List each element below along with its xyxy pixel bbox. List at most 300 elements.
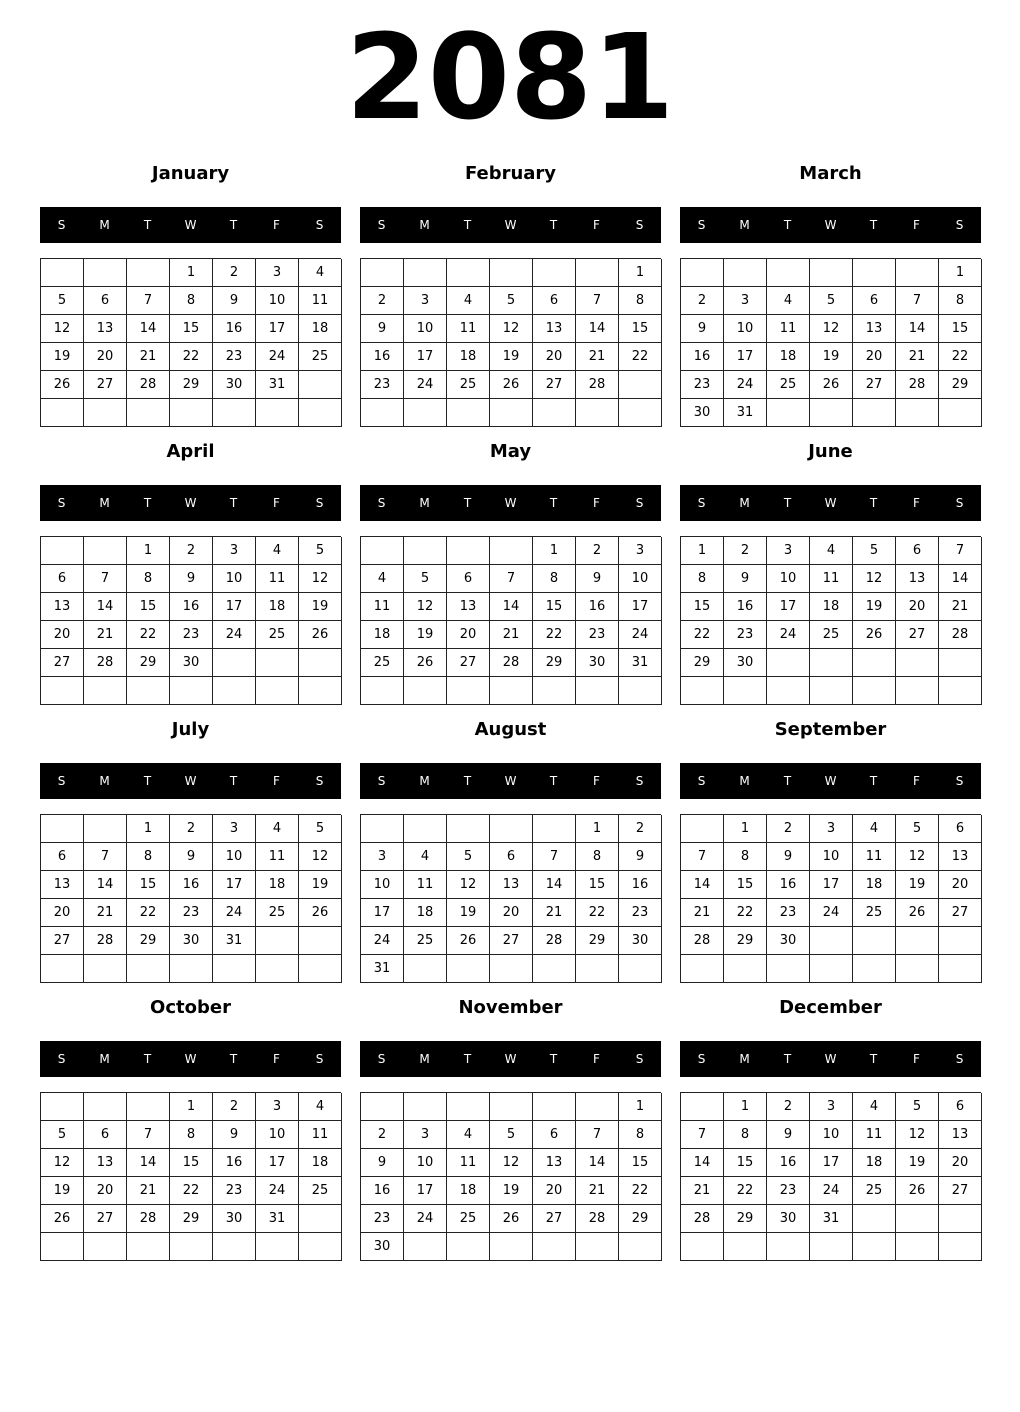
day-cell: [767, 259, 810, 287]
month-name: December: [779, 997, 882, 1018]
day-cell: 9: [576, 565, 619, 593]
day-cell: 2: [170, 815, 213, 843]
day-cell: 24: [213, 899, 256, 927]
day-cell: 8: [724, 1121, 767, 1149]
day-cell: [404, 955, 447, 983]
day-cell: 17: [404, 1177, 447, 1205]
day-cell: 8: [939, 287, 982, 315]
weekday-label: S: [635, 218, 644, 232]
day-cell: 15: [576, 871, 619, 899]
day-cell: 12: [810, 315, 853, 343]
day-cell: [447, 1233, 490, 1261]
day-cell: [810, 259, 853, 287]
day-cell: 25: [299, 343, 342, 371]
day-cell: 13: [896, 565, 939, 593]
weekday-label: S: [377, 218, 386, 232]
day-cell: [533, 955, 576, 983]
day-cell: [84, 677, 127, 705]
day-cell: 10: [213, 565, 256, 593]
day-cell: 17: [619, 593, 662, 621]
day-cell: [853, 649, 896, 677]
day-cell: 25: [299, 1177, 342, 1205]
day-cell: [939, 1233, 982, 1261]
day-cell: 21: [127, 343, 170, 371]
day-cell: 21: [84, 621, 127, 649]
weekday-label: F: [913, 774, 920, 788]
day-cell: 15: [170, 315, 213, 343]
day-cell: 29: [127, 927, 170, 955]
month-name: May: [489, 441, 532, 462]
day-cell: 25: [853, 899, 896, 927]
day-cell: 5: [41, 287, 84, 315]
day-cell: [404, 537, 447, 565]
day-cell: 1: [533, 537, 576, 565]
weekday-label: S: [697, 1052, 706, 1066]
day-cell: 25: [404, 927, 447, 955]
weekday-label: T: [783, 1052, 792, 1066]
day-cell: 14: [576, 1149, 619, 1177]
day-cell: [213, 649, 256, 677]
day-cell: 18: [299, 1149, 342, 1177]
day-cell: 20: [853, 343, 896, 371]
day-cell: 8: [576, 843, 619, 871]
day-cell: 10: [619, 565, 662, 593]
weekday-label: F: [273, 218, 280, 232]
day-cell: [724, 259, 767, 287]
day-cell: 23: [619, 899, 662, 927]
day-grid: [360, 536, 661, 705]
day-cell: 3: [213, 815, 256, 843]
day-cell: [939, 649, 982, 677]
day-cell: 30: [767, 927, 810, 955]
day-cell: 24: [619, 621, 662, 649]
day-cell: 4: [361, 565, 404, 593]
day-cell: 17: [404, 343, 447, 371]
month-december: [680, 991, 981, 1261]
day-cell: 1: [170, 259, 213, 287]
day-cell: 16: [361, 1177, 404, 1205]
weekday-label: S: [635, 774, 644, 788]
day-cell: [853, 1233, 896, 1261]
day-cell: 5: [490, 287, 533, 315]
day-cell: 17: [213, 593, 256, 621]
day-cell: 7: [576, 287, 619, 315]
day-cell: 4: [256, 815, 299, 843]
day-cell: 5: [404, 565, 447, 593]
day-cell: 27: [447, 649, 490, 677]
day-cell: [213, 399, 256, 427]
day-cell: [490, 537, 533, 565]
day-cell: [41, 815, 84, 843]
day-cell: [896, 259, 939, 287]
day-cell: 24: [256, 1177, 299, 1205]
weekday-header: [40, 207, 341, 243]
day-cell: [447, 259, 490, 287]
month-name: August: [474, 719, 547, 740]
day-cell: [361, 399, 404, 427]
day-cell: 30: [170, 927, 213, 955]
year-title: 2081: [345, 8, 675, 146]
weekday-label: T: [463, 218, 472, 232]
day-cell: 15: [939, 315, 982, 343]
day-cell: 26: [853, 621, 896, 649]
day-cell: 30: [681, 399, 724, 427]
month-june: [680, 435, 981, 705]
day-cell: 19: [490, 1177, 533, 1205]
day-cell: 24: [404, 371, 447, 399]
weekday-label: W: [824, 218, 837, 232]
day-cell: 27: [490, 927, 533, 955]
day-cell: 8: [127, 843, 170, 871]
day-cell: 3: [767, 537, 810, 565]
month-april: [40, 435, 341, 705]
day-cell: 15: [170, 1149, 213, 1177]
day-cell: [299, 649, 342, 677]
day-cell: 27: [533, 371, 576, 399]
day-cell: 16: [213, 315, 256, 343]
weekday-label: T: [463, 1052, 472, 1066]
day-cell: 19: [490, 343, 533, 371]
day-cell: 2: [681, 287, 724, 315]
day-cell: [576, 1233, 619, 1261]
day-cell: 10: [724, 315, 767, 343]
day-cell: 21: [681, 899, 724, 927]
day-cell: 13: [939, 843, 982, 871]
day-cell: [127, 259, 170, 287]
weekday-label: M: [739, 218, 750, 232]
day-cell: 30: [619, 927, 662, 955]
day-cell: 8: [127, 565, 170, 593]
day-cell: 7: [533, 843, 576, 871]
day-cell: 28: [576, 371, 619, 399]
day-cell: [490, 259, 533, 287]
day-cell: 19: [41, 343, 84, 371]
weekday-label: T: [869, 496, 878, 510]
day-cell: 9: [767, 843, 810, 871]
day-cell: 11: [447, 315, 490, 343]
day-cell: 22: [681, 621, 724, 649]
day-cell: 23: [767, 899, 810, 927]
day-cell: [256, 927, 299, 955]
day-grid: [680, 258, 981, 427]
day-cell: 28: [681, 927, 724, 955]
day-cell: [404, 399, 447, 427]
day-cell: 29: [939, 371, 982, 399]
day-cell: 20: [84, 343, 127, 371]
day-cell: 1: [127, 537, 170, 565]
day-cell: [896, 1205, 939, 1233]
day-cell: 19: [41, 1177, 84, 1205]
day-cell: 3: [619, 537, 662, 565]
weekday-label: T: [229, 774, 238, 788]
day-cell: 17: [256, 315, 299, 343]
day-cell: 9: [170, 843, 213, 871]
day-cell: [619, 371, 662, 399]
day-cell: [447, 399, 490, 427]
day-cell: 18: [256, 593, 299, 621]
day-cell: 3: [404, 287, 447, 315]
day-cell: 23: [724, 621, 767, 649]
day-cell: [404, 1093, 447, 1121]
day-cell: [361, 815, 404, 843]
weekday-label: W: [184, 496, 197, 510]
day-cell: [533, 1233, 576, 1261]
day-cell: 12: [490, 1149, 533, 1177]
weekday-label: S: [697, 218, 706, 232]
day-cell: [404, 1233, 447, 1261]
day-grid: [680, 536, 981, 705]
day-cell: 11: [404, 871, 447, 899]
weekday-label: T: [143, 496, 152, 510]
day-cell: [767, 649, 810, 677]
weekday-label: T: [869, 1052, 878, 1066]
day-cell: 12: [447, 871, 490, 899]
day-cell: 18: [853, 1149, 896, 1177]
day-cell: 1: [939, 259, 982, 287]
day-cell: 21: [533, 899, 576, 927]
day-cell: 5: [490, 1121, 533, 1149]
day-cell: 20: [490, 899, 533, 927]
day-cell: 12: [299, 565, 342, 593]
weekday-label: S: [955, 774, 964, 788]
day-cell: 2: [767, 1093, 810, 1121]
weekday-label: S: [697, 496, 706, 510]
day-cell: 18: [853, 871, 896, 899]
day-cell: 10: [810, 1121, 853, 1149]
day-cell: [84, 1233, 127, 1261]
day-cell: 13: [41, 871, 84, 899]
weekday-label: M: [739, 774, 750, 788]
day-cell: 2: [170, 537, 213, 565]
day-cell: [84, 259, 127, 287]
day-cell: [853, 259, 896, 287]
day-cell: 3: [810, 815, 853, 843]
day-cell: [404, 815, 447, 843]
day-cell: 19: [404, 621, 447, 649]
day-cell: 30: [767, 1205, 810, 1233]
day-cell: 21: [127, 1177, 170, 1205]
day-grid: [40, 258, 341, 427]
month-name: July: [171, 719, 210, 740]
day-cell: 29: [533, 649, 576, 677]
day-cell: [853, 677, 896, 705]
day-cell: [256, 677, 299, 705]
weekday-label: S: [315, 218, 324, 232]
weekday-label: S: [955, 1052, 964, 1066]
day-cell: 14: [84, 871, 127, 899]
day-cell: 11: [853, 1121, 896, 1149]
day-cell: 1: [170, 1093, 213, 1121]
day-cell: 4: [767, 287, 810, 315]
weekday-label: F: [273, 496, 280, 510]
day-cell: 21: [576, 343, 619, 371]
month-name: February: [464, 163, 557, 184]
weekday-label: S: [315, 496, 324, 510]
day-cell: 20: [896, 593, 939, 621]
weekday-label: M: [419, 496, 430, 510]
day-grid: [360, 258, 661, 427]
day-cell: [939, 927, 982, 955]
day-cell: 19: [447, 899, 490, 927]
day-cell: [404, 677, 447, 705]
weekday-header: [40, 1041, 341, 1077]
day-cell: 21: [939, 593, 982, 621]
day-cell: 17: [810, 871, 853, 899]
day-cell: 16: [767, 871, 810, 899]
day-cell: 27: [41, 927, 84, 955]
day-cell: 6: [84, 1121, 127, 1149]
month-name: January: [151, 163, 230, 184]
day-cell: 10: [767, 565, 810, 593]
day-cell: [724, 1233, 767, 1261]
weekday-label: S: [955, 218, 964, 232]
day-cell: 18: [767, 343, 810, 371]
day-cell: 4: [447, 1121, 490, 1149]
day-cell: 6: [41, 565, 84, 593]
day-grid: [360, 1092, 661, 1261]
weekday-label: M: [739, 496, 750, 510]
day-cell: [576, 399, 619, 427]
day-cell: 24: [810, 1177, 853, 1205]
day-cell: 18: [810, 593, 853, 621]
day-cell: [576, 1093, 619, 1121]
weekday-label: W: [504, 496, 517, 510]
day-cell: 4: [447, 287, 490, 315]
weekday-label: T: [549, 774, 558, 788]
day-cell: 21: [576, 1177, 619, 1205]
day-cell: 20: [447, 621, 490, 649]
weekday-label: M: [419, 774, 430, 788]
day-cell: 7: [127, 1121, 170, 1149]
day-cell: 26: [490, 1205, 533, 1233]
day-cell: 8: [619, 1121, 662, 1149]
weekday-label: W: [184, 218, 197, 232]
day-cell: 13: [533, 1149, 576, 1177]
day-cell: 27: [84, 371, 127, 399]
day-cell: [896, 399, 939, 427]
day-cell: 28: [127, 1205, 170, 1233]
weekday-label: T: [549, 218, 558, 232]
day-cell: 27: [939, 899, 982, 927]
day-cell: 28: [84, 927, 127, 955]
month-february: [360, 157, 661, 427]
weekday-label: T: [783, 218, 792, 232]
day-cell: 15: [724, 1149, 767, 1177]
day-cell: 14: [490, 593, 533, 621]
day-cell: 20: [533, 343, 576, 371]
day-cell: 23: [361, 1205, 404, 1233]
day-cell: 26: [299, 621, 342, 649]
day-cell: 16: [361, 343, 404, 371]
day-cell: [810, 649, 853, 677]
day-cell: 23: [681, 371, 724, 399]
day-cell: [490, 399, 533, 427]
weekday-label: S: [377, 1052, 386, 1066]
weekday-label: S: [635, 1052, 644, 1066]
weekday-header: [40, 485, 341, 521]
day-cell: 21: [681, 1177, 724, 1205]
weekday-label: W: [824, 1052, 837, 1066]
day-cell: [127, 399, 170, 427]
day-cell: [681, 1093, 724, 1121]
day-cell: 16: [213, 1149, 256, 1177]
day-cell: 28: [681, 1205, 724, 1233]
day-cell: 22: [619, 1177, 662, 1205]
weekday-label: T: [549, 1052, 558, 1066]
day-cell: 7: [84, 843, 127, 871]
day-cell: [256, 1233, 299, 1261]
day-cell: [681, 259, 724, 287]
day-cell: 10: [361, 871, 404, 899]
weekday-label: S: [377, 774, 386, 788]
day-cell: [490, 1233, 533, 1261]
day-cell: 31: [810, 1205, 853, 1233]
day-cell: [619, 677, 662, 705]
day-cell: 22: [619, 343, 662, 371]
day-grid: [680, 814, 981, 983]
weekday-label: T: [463, 496, 472, 510]
day-cell: 15: [724, 871, 767, 899]
day-cell: 25: [767, 371, 810, 399]
day-cell: 12: [896, 843, 939, 871]
weekday-header: [360, 763, 661, 799]
weekday-label: F: [593, 496, 600, 510]
day-cell: [447, 677, 490, 705]
day-cell: 13: [447, 593, 490, 621]
day-cell: [810, 399, 853, 427]
day-cell: 26: [810, 371, 853, 399]
day-cell: 10: [404, 1149, 447, 1177]
day-cell: [299, 927, 342, 955]
day-cell: 29: [576, 927, 619, 955]
weekday-label: S: [955, 496, 964, 510]
day-cell: 22: [724, 899, 767, 927]
weekday-label: M: [99, 218, 110, 232]
day-cell: [681, 955, 724, 983]
day-cell: 22: [127, 621, 170, 649]
month-may: [360, 435, 661, 705]
day-cell: 28: [576, 1205, 619, 1233]
day-cell: 3: [361, 843, 404, 871]
day-cell: 8: [533, 565, 576, 593]
weekday-label: S: [57, 218, 66, 232]
day-cell: 30: [576, 649, 619, 677]
day-cell: 18: [447, 343, 490, 371]
day-cell: 12: [896, 1121, 939, 1149]
day-cell: 1: [724, 1093, 767, 1121]
day-cell: 17: [810, 1149, 853, 1177]
day-cell: 28: [490, 649, 533, 677]
day-cell: 16: [170, 871, 213, 899]
day-cell: 9: [361, 1149, 404, 1177]
day-cell: 24: [810, 899, 853, 927]
day-cell: 27: [939, 1177, 982, 1205]
day-cell: 21: [490, 621, 533, 649]
month-name: October: [150, 997, 231, 1018]
day-cell: 26: [896, 899, 939, 927]
month-name: March: [799, 163, 862, 184]
day-cell: 22: [724, 1177, 767, 1205]
day-cell: [41, 955, 84, 983]
day-cell: 27: [533, 1205, 576, 1233]
day-cell: [853, 955, 896, 983]
day-cell: [490, 955, 533, 983]
day-cell: 23: [767, 1177, 810, 1205]
day-cell: 25: [853, 1177, 896, 1205]
day-cell: 17: [256, 1149, 299, 1177]
day-cell: 16: [619, 871, 662, 899]
day-cell: [84, 815, 127, 843]
